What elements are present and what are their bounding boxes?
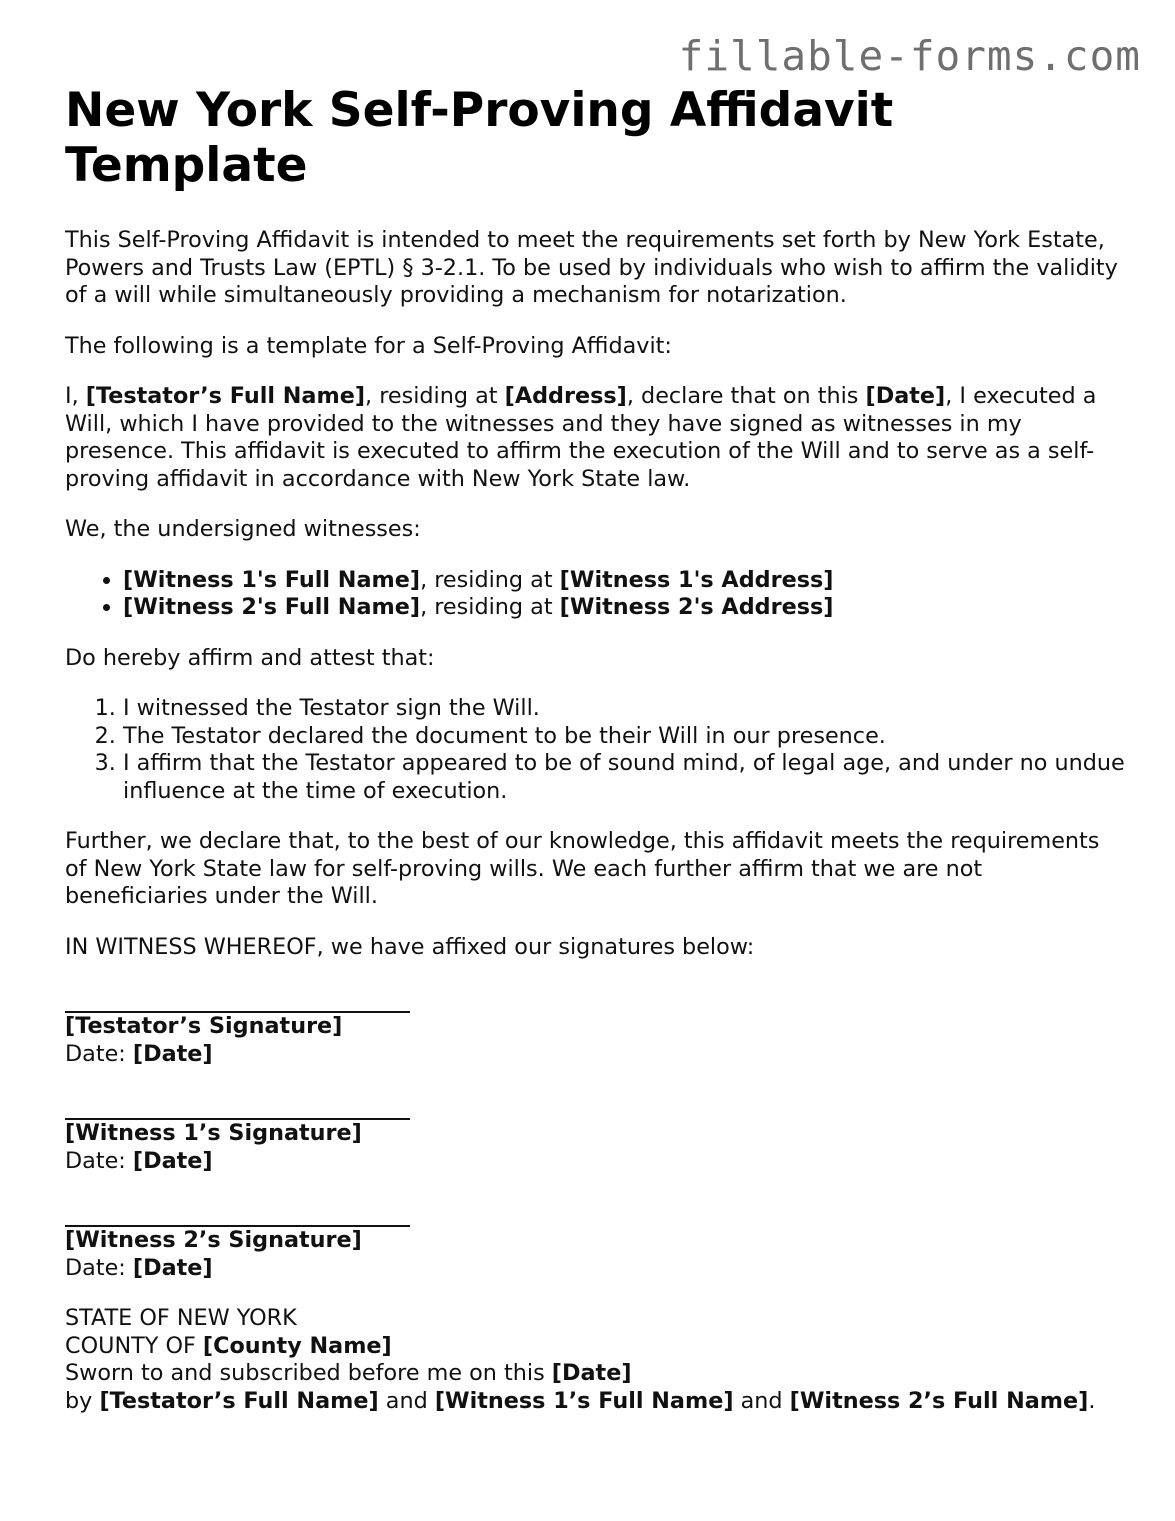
witness-address-field: [Witness 2's Address] [559, 594, 834, 621]
attest-intro: Do hereby affirm and attest that: [65, 644, 435, 671]
list-item [123, 594, 1125, 622]
notary-block [65, 1305, 1125, 1415]
witness-name-field: [Witness 2’s Full Name] [789, 1387, 1089, 1414]
template-intro: The following is a template for a Self-Proving Affidavit: [65, 332, 672, 359]
signature-line[interactable] [65, 1198, 410, 1227]
document-page [65, 84, 1125, 1415]
in-witness-paragraph: IN WITNESS WHEREOF, we have affixed our signatures below: [65, 933, 755, 960]
date-field: [Date] [132, 1040, 213, 1067]
county-label: COUNTY OF [65, 1332, 203, 1359]
county-field: [County Name] [202, 1332, 392, 1359]
date-field: [Date] [132, 1147, 213, 1174]
declaration-paragraph [65, 383, 1125, 493]
declaration-text: , residing at [365, 383, 505, 410]
by-label: by [65, 1387, 100, 1414]
signature-block-witness-2 [65, 1198, 1125, 1282]
address-field: [Address] [504, 383, 627, 410]
list-item: 2. The Testator declared the document to be their Will in our presence. [123, 723, 1125, 751]
state-line: STATE OF NEW YORK [65, 1305, 297, 1332]
end-punct: . [1088, 1387, 1096, 1414]
declaration-text: , I executed a Will, which I have provided to the witnesses and they have signed as witnesses in my presence. This affidavit is executed to affirm the execution of the Will and to serve as a self-proving affidavit in accordance with New York State law. [65, 383, 1097, 492]
date-label: Date: [65, 1040, 133, 1067]
testator-name-field: [Testator’s Full Name] [85, 383, 366, 410]
signature-label: [Witness 2’s Signature] [65, 1227, 362, 1254]
page-title: New York Self-Proving Affidavit Template [65, 83, 894, 193]
sworn-text: Sworn to and subscribed before me on this [65, 1360, 552, 1387]
list-item-text: , residing at [420, 566, 560, 593]
attestation-list [65, 695, 1125, 805]
signature-label: [Testator’s Signature] [65, 1013, 343, 1040]
date-label: Date: [65, 1254, 133, 1281]
witness-name-field: [Witness 2's Full Name] [123, 594, 421, 621]
date-field: [Date] [865, 383, 946, 410]
further-paragraph: Further, we declare that, to the best of our knowledge, this affidavit meets the requirements of New York State law for self-proving wills. We each further affirm that we are not beneficiaries under the Will. [65, 828, 1100, 910]
signature-line[interactable] [65, 1091, 410, 1120]
witness-address-field: [Witness 1's Address] [559, 566, 834, 593]
declaration-text: , declare that on this [626, 383, 866, 410]
watermark: fillable-forms.com [678, 32, 1141, 80]
and-text: and [378, 1387, 435, 1414]
list-item-text: , residing at [420, 594, 560, 621]
signature-block-testator [65, 984, 1125, 1068]
list-item: 1. I witnessed the Testator sign the Will. [123, 695, 1125, 723]
testator-name-field: [Testator’s Full Name] [99, 1387, 379, 1414]
signature-line[interactable] [65, 984, 410, 1013]
list-item [123, 567, 1125, 595]
witness-name-field: [Witness 1's Full Name] [123, 566, 421, 593]
date-field: [Date] [132, 1254, 213, 1281]
date-field: [Date] [551, 1360, 632, 1387]
and-text: and [733, 1387, 790, 1414]
intro-paragraph: This Self-Proving Affidavit is intended to meet the requirements set forth by New York Estate, Powers and Trusts Law (EPTL) § 3-2.1. To be used by individuals who wish to affirm the validity of a will while simultaneously providing a mechanism for notarization. [65, 227, 1118, 309]
witness-list [65, 567, 1125, 622]
witness-name-field: [Witness 1’s Full Name] [434, 1387, 734, 1414]
declaration-text: I, [65, 383, 86, 410]
signature-label: [Witness 1’s Signature] [65, 1120, 362, 1147]
date-label: Date: [65, 1147, 133, 1174]
signature-block-witness-1 [65, 1091, 1125, 1175]
list-item: 3. I affirm that the Testator appeared to be of sound mind, of legal age, and under no undue influence at the time of execution. [123, 750, 1125, 805]
witness-intro: We, the undersigned witnesses: [65, 516, 421, 543]
